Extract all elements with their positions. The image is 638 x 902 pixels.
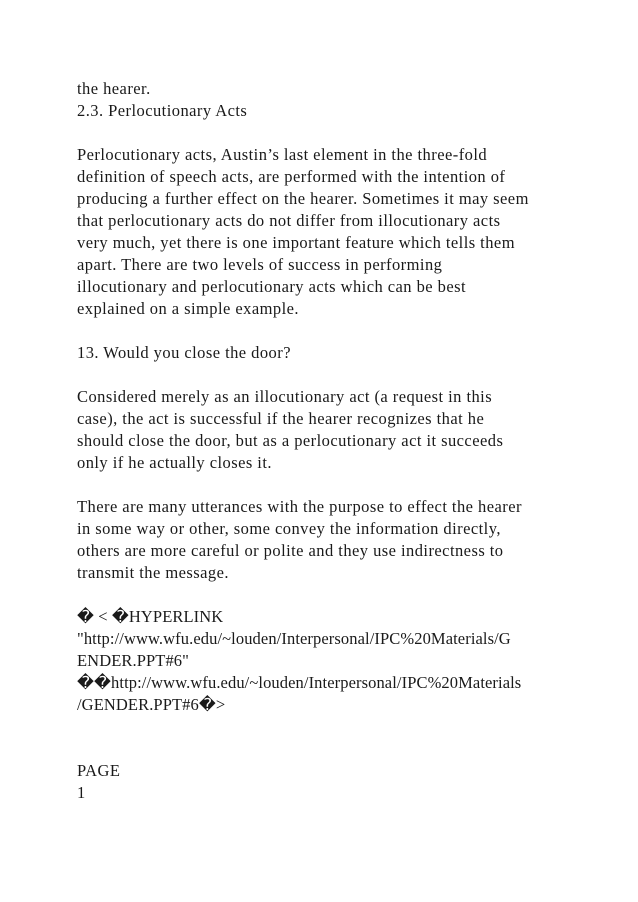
paragraph-line: Considered merely as an illocutionary act (a request in this — [77, 387, 493, 406]
paragraph-line: There are many utterances with the purpose to effect the hearer — [77, 497, 522, 516]
hyperlink-url-line: ��http://www.wfu.edu/~louden/Interpersonal/IPC%20Materials — [77, 673, 522, 692]
hyperlink-url-line: "http://www.wfu.edu/~louden/Interpersonal/IPC%20Materials/G — [77, 629, 511, 648]
section-heading: 2.3. Perlocutionary Acts — [77, 101, 248, 120]
hyperlink-url-line: ENDER.PPT#6" — [77, 651, 189, 670]
paragraph-line: Perlocutionary acts, Austin’s last element in the three-fold — [77, 145, 488, 164]
paragraph-line: only if he actually closes it. — [77, 453, 272, 472]
paragraph-line: that perlocutionary acts do not differ from illocutionary acts — [77, 211, 501, 230]
paragraph-line: should close the door, but as a perlocutionary act it succeeds — [77, 431, 504, 450]
paragraph-line: case), the act is successful if the hearer recognizes that he — [77, 409, 485, 428]
paragraph-line: transmit the message. — [77, 563, 229, 582]
paragraph-line: very much, yet there is one important feature which tells them — [77, 233, 515, 252]
page-number: 1 — [77, 783, 86, 802]
hyperlink-url-line: /GENDER.PPT#6�> — [77, 695, 226, 714]
paragraph-line: explained on a simple example. — [77, 299, 299, 318]
paragraph-line: illocutionary and perlocutionary acts which can be best — [77, 277, 466, 296]
paragraph-line: definition of speech acts, are performed with the intention of — [77, 167, 506, 186]
paragraph-line: in some way or other, some convey the information directly, — [77, 519, 501, 538]
paragraph-line: others are more careful or polite and they use indirectness to — [77, 541, 504, 560]
paragraph-line: producing a further effect on the hearer. Sometimes it may seem — [77, 189, 529, 208]
page-footer-label: PAGE — [77, 761, 121, 780]
text-line: the hearer. — [77, 79, 151, 98]
hyperlink-field-code: � < �HYPERLINK — [77, 607, 224, 626]
example-sentence: 13. Would you close the door? — [77, 343, 291, 362]
paragraph-line: apart. There are two levels of success in performing — [77, 255, 443, 274]
